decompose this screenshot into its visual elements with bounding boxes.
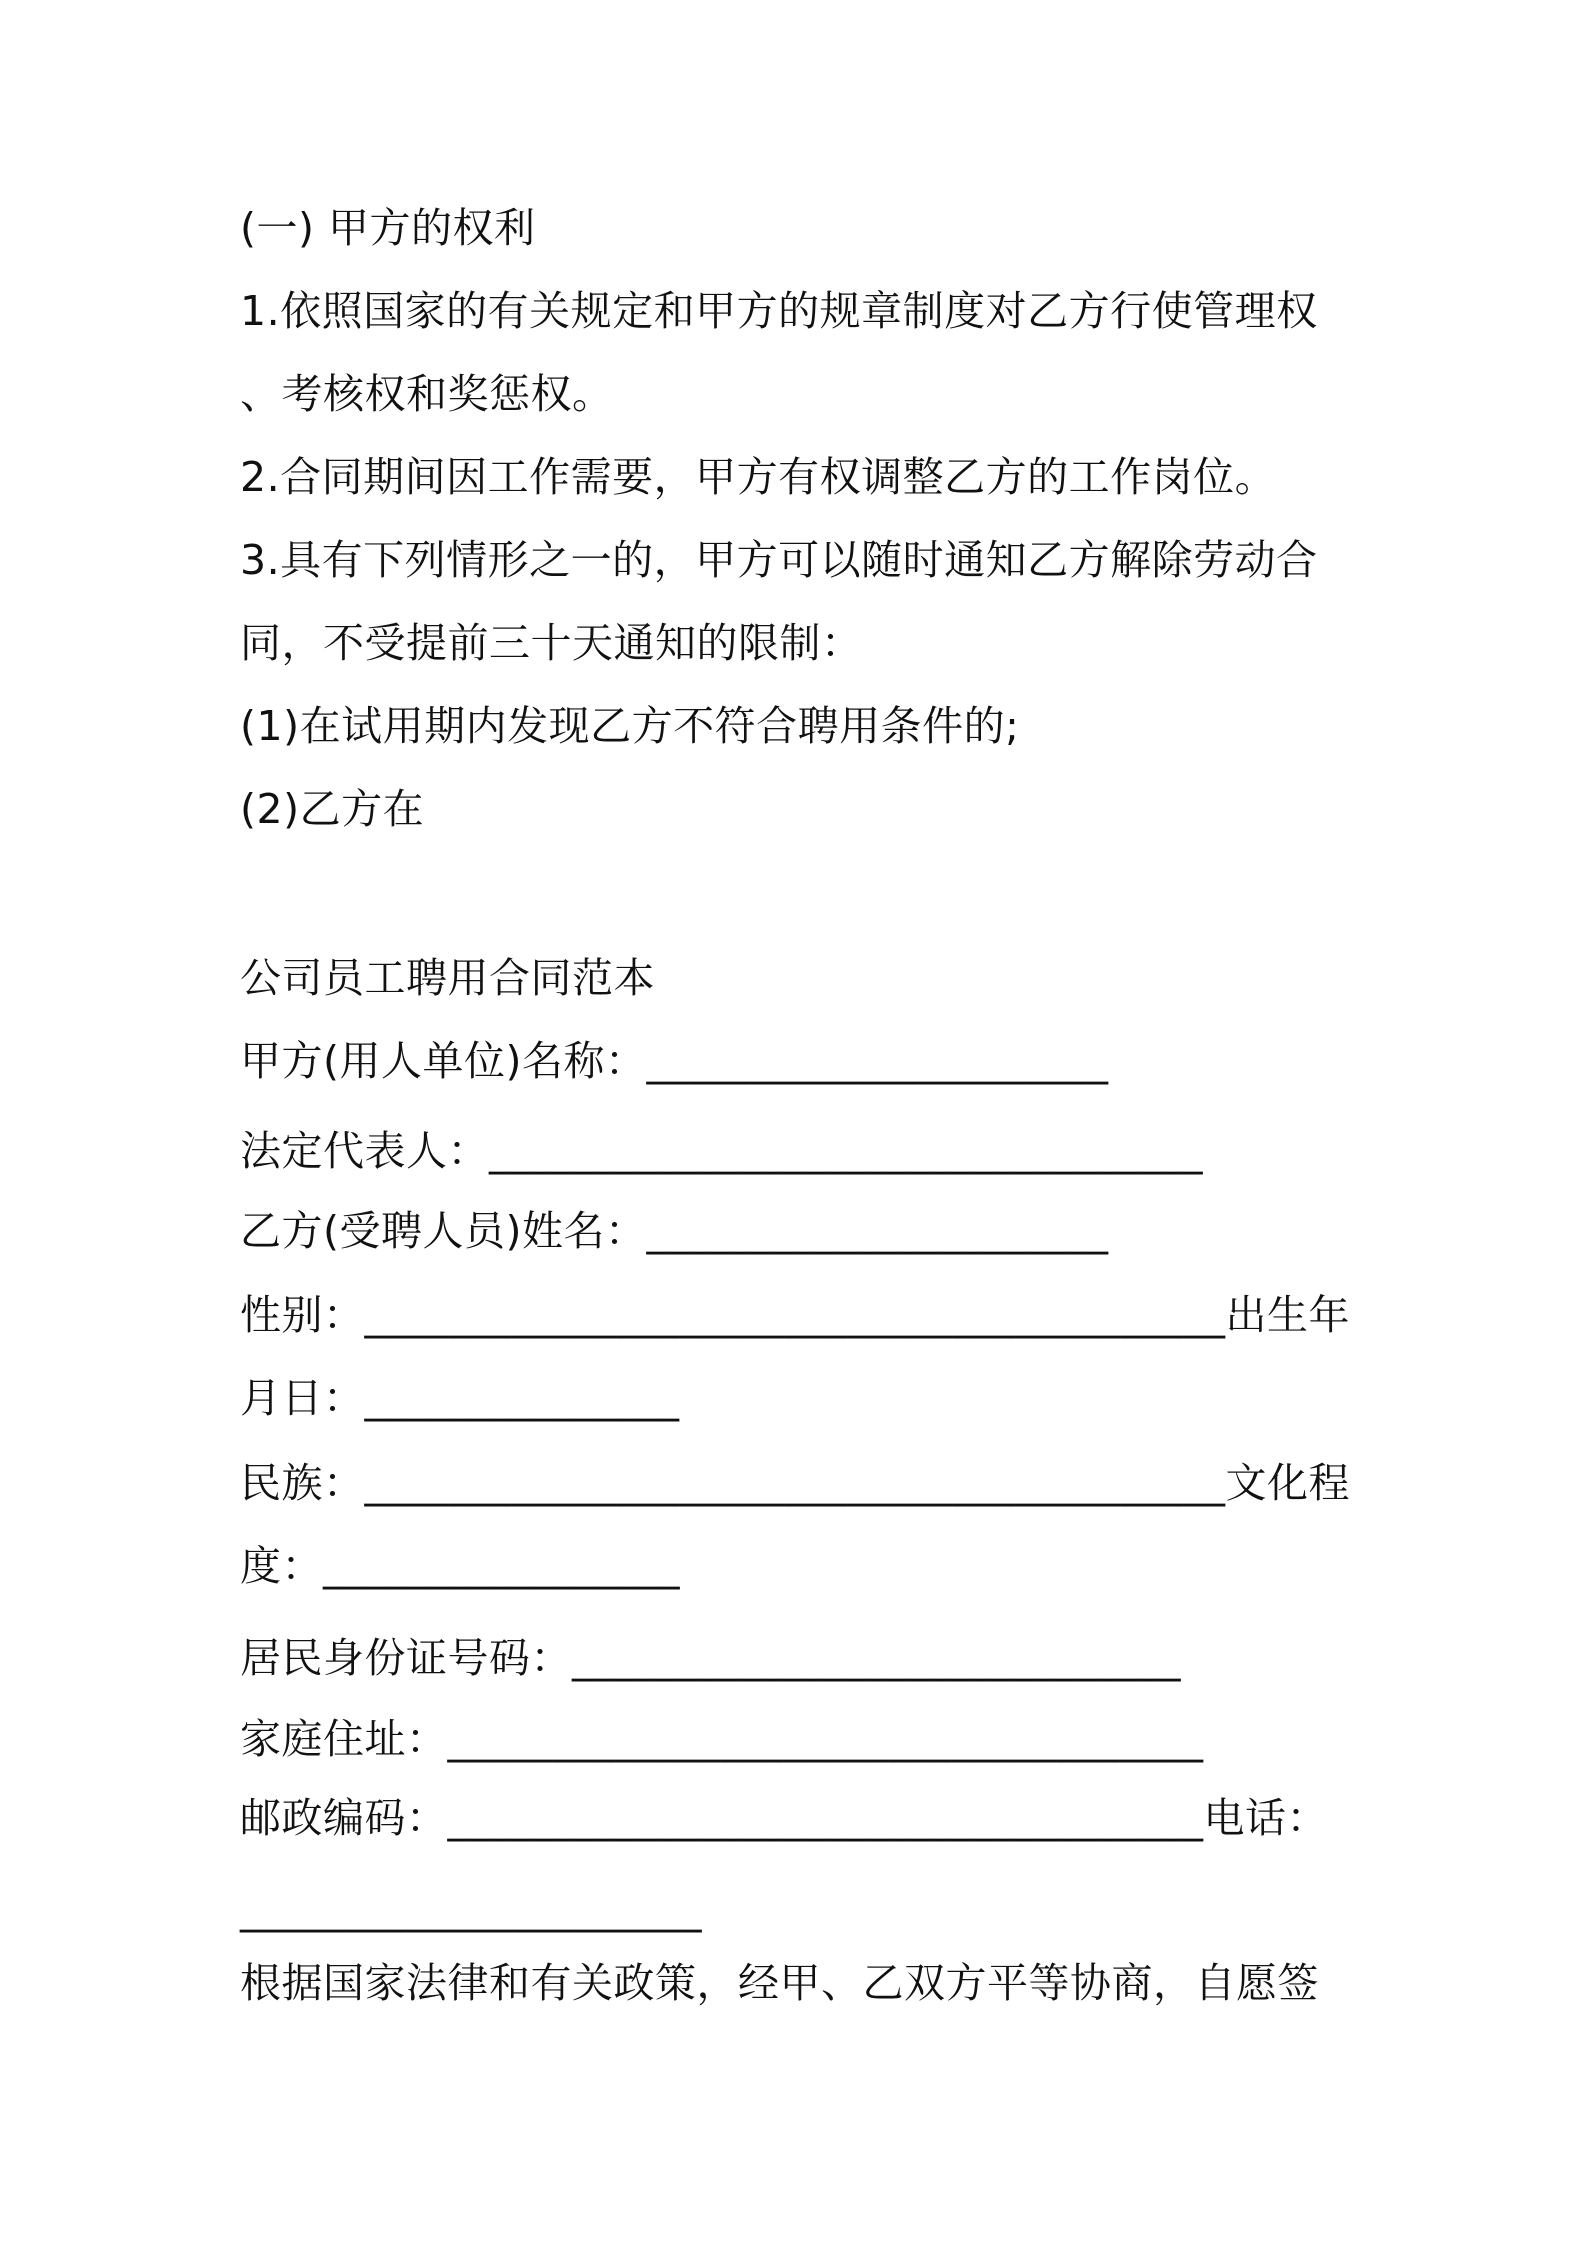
paragraph-line: 3.具有下列情形之一的，甲方可以随时通知乙方解除劳动合 xyxy=(240,536,1318,584)
form-field-line: 邮政编码：____________________________________电话： xyxy=(240,1794,1328,1842)
paragraph-line: 根据国家法律和有关政策，经甲、乙双方平等协商，自愿签 xyxy=(240,1959,1319,2007)
form-field-line: 甲方(用人单位)名称：______________________ xyxy=(240,1037,1109,1085)
form-field-line: 法定代表人：__________________________________ xyxy=(240,1127,1203,1175)
form-field-line: 居民身份证号码：_____________________________ xyxy=(240,1634,1181,1682)
paragraph-line: 同，不受提前三十天通知的限制： xyxy=(240,619,863,667)
paragraph-line: (1)在试用期内发现乙方不符合聘用条件的; xyxy=(240,702,1020,750)
form-field-line: 性别：_________________________________________出生年 xyxy=(240,1291,1350,1339)
paragraph-line: 1.依照国家的有关规定和甲方的规章制度对乙方行使管理权 xyxy=(240,287,1318,335)
paragraph-line: 、考核权和奖惩权。 xyxy=(240,370,614,418)
paragraph-line: (2)乙方在 xyxy=(240,785,425,833)
section-heading: (一) 甲方的权利 xyxy=(240,204,536,252)
form-field-line: ______________________ xyxy=(240,1885,702,1933)
form-field-line: 家庭住址：____________________________________ xyxy=(240,1715,1204,1763)
form-field-line: 月日：_______________ xyxy=(240,1374,680,1422)
form-field-line: 度：_________________ xyxy=(240,1542,680,1590)
document-title: 公司员工聘用合同范本 xyxy=(240,954,655,1002)
form-field-line: 乙方(受聘人员)姓名：______________________ xyxy=(240,1207,1109,1255)
paragraph-line: 2.合同期间因工作需要，甲方有权调整乙方的工作岗位。 xyxy=(240,453,1277,501)
form-field-line: 民族：_________________________________________文化程 xyxy=(240,1459,1350,1507)
